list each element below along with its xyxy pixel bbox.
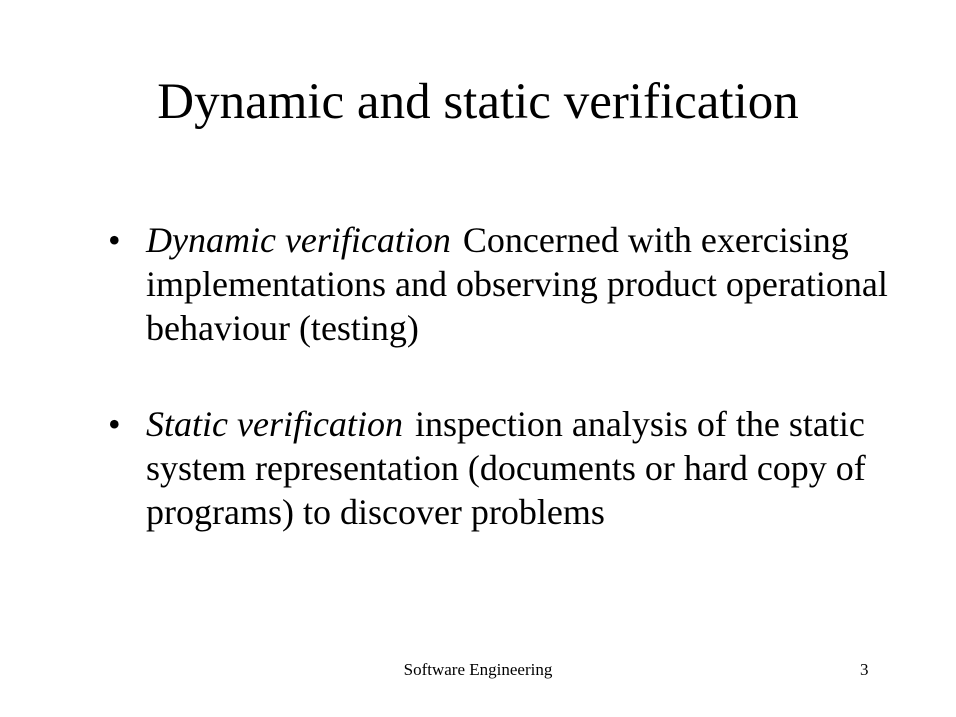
- bullet-text: inspection analysis of the static system representation (documents or hard copy of programs) to discover problems: [146, 404, 866, 532]
- bullet-list: [108, 218, 898, 534]
- bullet-term: Static verification: [146, 404, 403, 444]
- bullet-icon: •: [108, 220, 121, 260]
- footer-label: Software Engineering: [403, 660, 553, 679]
- slide-title: Dynamic and static verification: [157, 74, 799, 130]
- bullet-item-static-verification: [108, 402, 898, 534]
- page-number: 3: [860, 660, 869, 679]
- bullet-text: Concerned with exercising implementations and observing product operational behaviour (testing): [146, 220, 888, 348]
- bullet-item-dynamic-verification: [108, 218, 898, 350]
- bullet-term: Dynamic verification: [146, 220, 451, 260]
- bullet-icon: •: [108, 404, 121, 444]
